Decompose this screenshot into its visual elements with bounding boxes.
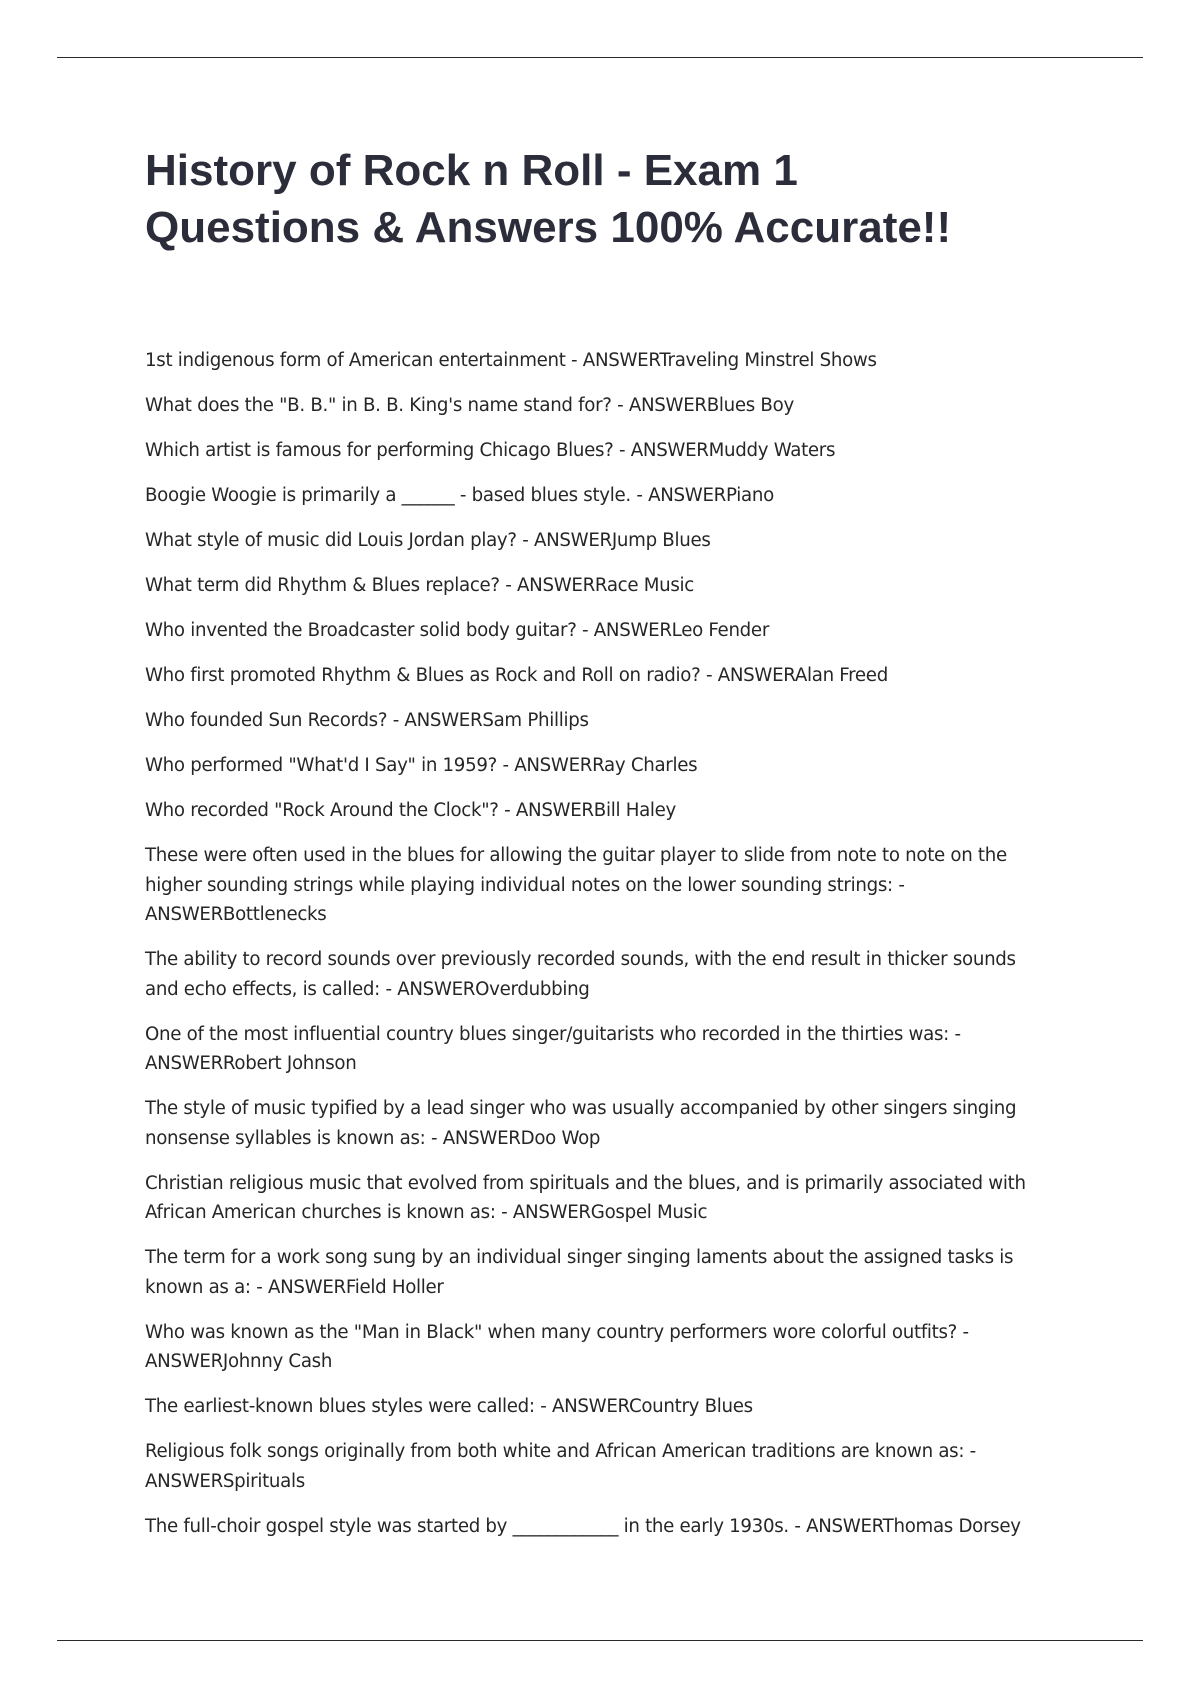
qa-item: 1st indigenous form of American entertainment - ANSWERTraveling Minstrel Shows (145, 350, 877, 371)
bottom-divider (57, 1640, 1143, 1641)
qa-item: The full-choir gospel style was started by ____________ in the early 1930s. - ANSWERThomas Dorsey (145, 1515, 1021, 1537)
qa-item: The ability to record sounds over previously recorded sounds, with the end result in thicker sounds and echo effects, is called: - ANSWEROverdubbing (145, 949, 1016, 1000)
qa-item: Who invented the Broadcaster solid body guitar? - ANSWERLeo Fender (145, 620, 769, 641)
top-divider (57, 57, 1143, 58)
title-line-2: Questions & Answers 100% Accurate!! (145, 203, 952, 252)
qa-item: Who recorded "Rock Around the Clock"? - ANSWERBill Haley (145, 800, 677, 821)
document-title (145, 142, 1065, 256)
qa-item: The style of music typified by a lead singer who was usually accompanied by other singers singing nonsense syllables is known as: - ANSWERDoo Wop (145, 1098, 1017, 1149)
title-line-1: History of Rock n Roll - Exam 1 (145, 146, 798, 195)
qa-item: Which artist is famous for performing Chicago Blues? - ANSWERMuddy Waters (145, 440, 836, 461)
qa-item: The term for a work song sung by an individual singer singing laments about the assigned tasks is known as a: - ANSWERField Holler (145, 1247, 1014, 1298)
qa-item: Religious folk songs originally from both white and African American traditions are known as: - ANSWERSpirituals (145, 1441, 976, 1492)
qa-item: Who was known as the "Man in Black" when many country performers wore colorful outfits? - ANSWERJohnny Cash (145, 1321, 969, 1372)
qa-list (145, 346, 1050, 1557)
qa-item: What style of music did Louis Jordan play? - ANSWERJump Blues (145, 530, 711, 551)
qa-item: Who first promoted Rhythm & Blues as Rock and Roll on radio? - ANSWERAlan Freed (145, 665, 888, 686)
qa-item: The earliest-known blues styles were called: - ANSWERCountry Blues (145, 1396, 753, 1417)
qa-item: What does the "B. B." in B. B. King's name stand for? - ANSWERBlues Boy (145, 395, 794, 416)
qa-item: These were often used in the blues for allowing the guitar player to slide from note to note on the higher sounding strings while playing individual notes on the lower sounding strings: - ANSWERBottlenecks (145, 845, 1007, 925)
qa-item: Who performed "What'd I Say" in 1959? - ANSWERRay Charles (145, 755, 698, 776)
qa-item: Who founded Sun Records? - ANSWERSam Phillips (145, 710, 589, 731)
qa-item: What term did Rhythm & Blues replace? - ANSWERRace Music (145, 575, 695, 596)
qa-item: Boogie Woogie is primarily a ______ - based blues style. - ANSWERPiano (145, 485, 774, 506)
qa-item: Christian religious music that evolved from spirituals and the blues, and is primarily associated with African American churches is known as: - ANSWERGospel Music (145, 1172, 1026, 1223)
qa-item: One of the most influential country blues singer/guitarists who recorded in the thirties was: - ANSWERRobert Johnson (145, 1023, 961, 1074)
